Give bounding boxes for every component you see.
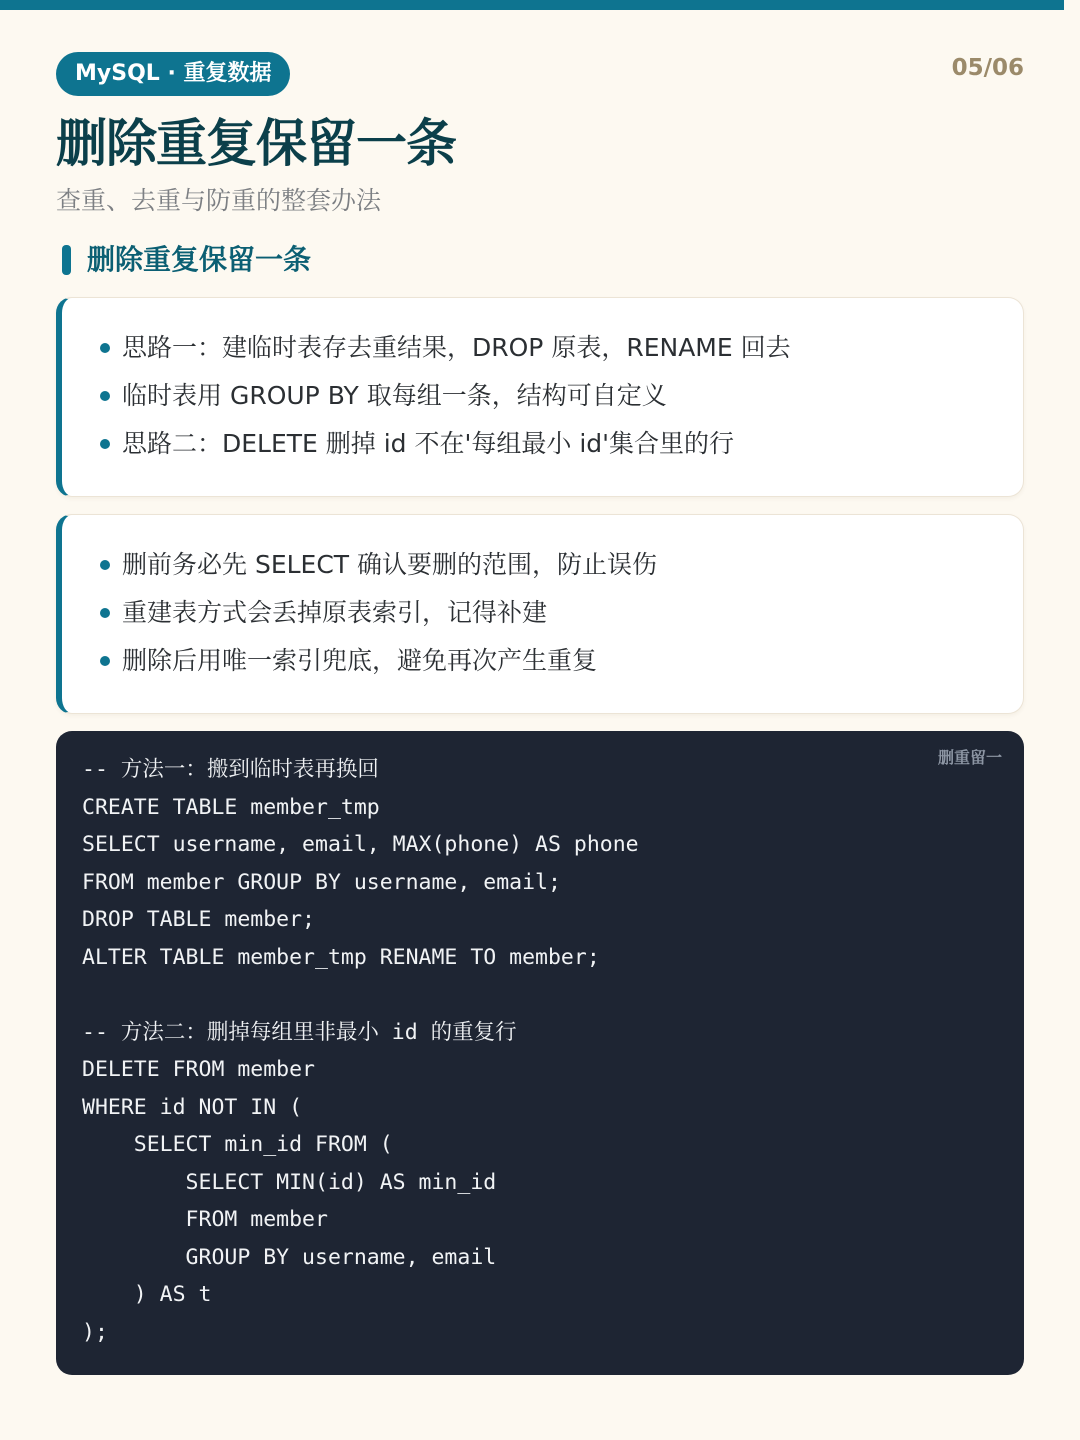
list-item-text: 思路一：建临时表存去重结果，DROP 原表，RENAME 回去 (122, 333, 791, 362)
bullet-icon (100, 656, 110, 666)
list-item-text: 临时表用 GROUP BY 取每组一条，结构可自定义 (122, 381, 667, 410)
topic-tag: MySQL · 重复数据 (56, 52, 290, 96)
list-item (96, 637, 1023, 685)
bullet-icon (100, 343, 110, 353)
list-item (96, 372, 1023, 420)
page-number: 05/06 (951, 55, 1024, 81)
list-item-text: 删除后用唯一索引兜底，避免再次产生重复 (122, 646, 598, 675)
code-label: 删重留一 (937, 748, 1002, 767)
tips-card (56, 514, 1024, 714)
bullet-icon (100, 560, 110, 570)
bullet-icon (100, 439, 110, 449)
list-item-text: 重建表方式会丢掉原表索引，记得补建 (122, 598, 548, 627)
list-item-text: 思路二：DELETE 删掉 id 不在'每组最小 id'集合里的行 (122, 429, 735, 458)
steps-list (62, 298, 1023, 468)
list-item-text: 删前务必先 SELECT 确认要删的范围，防止误伤 (122, 550, 658, 579)
page-title: 删除重复保留一条 (56, 115, 457, 174)
list-item (96, 589, 1023, 637)
top-accent-bar (0, 0, 1064, 10)
bullet-icon (100, 608, 110, 618)
list-item (96, 324, 1023, 372)
bullet-icon (100, 391, 110, 401)
section-title: 删除重复保留一条 (87, 243, 312, 276)
code-block (56, 731, 1024, 1375)
steps-card (56, 297, 1024, 497)
list-item (96, 420, 1023, 468)
list-item (96, 541, 1023, 589)
page-subtitle: 查重、去重与防重的整套办法 (56, 186, 382, 215)
code-content: -- 方法一：搬到临时表再换回 CREATE TABLE member_tmp SELECT username, email, MAX(phone) AS phone FROM member GROUP BY username, email; DROP TABLE member; ALTER TABLE member_tmp RENAME TO member; -- 方法二：删掉每组里非最小 id 的重复行 DELETE FROM member WHERE id NOT IN ( SELECT min_id FROM ( SELECT MIN(id) AS min_id FROM member GROUP BY username, email ) AS t ); (82, 757, 639, 1345)
section-marker (62, 245, 71, 275)
tips-list (62, 515, 1023, 685)
section-heading (62, 240, 311, 280)
